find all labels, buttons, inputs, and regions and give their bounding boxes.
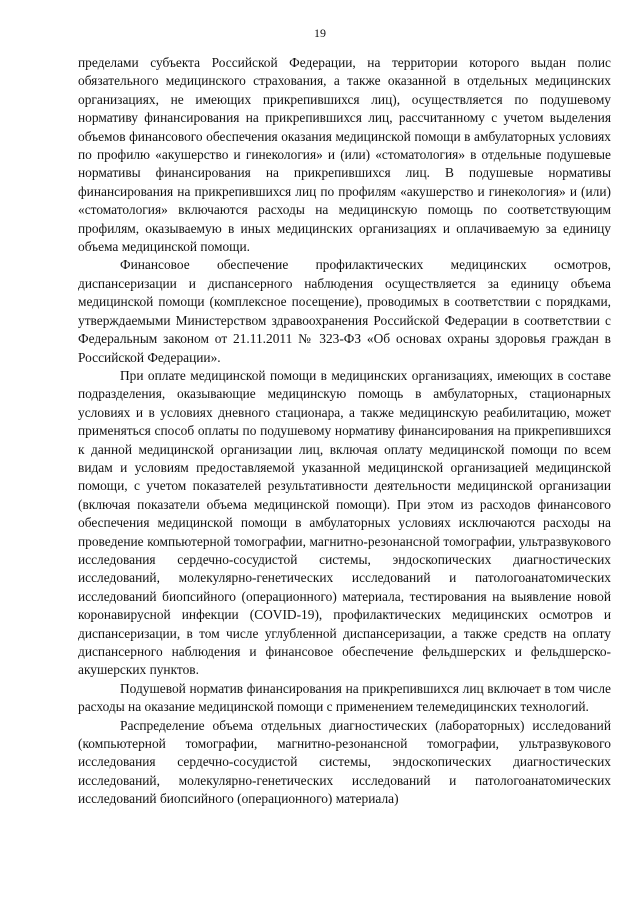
document-body (78, 54, 611, 809)
paragraph-4: Подушевой норматив финансирования на прикрепившихся лиц включает в том числе расходы на оказание медицинской помощи с применением телемедицинских технологий. (78, 680, 611, 715)
paragraph-3: При оплате медицинской помощи в медицинских организациях, имеющих в составе подразделения, оказывающие медицинскую помощь в амбулаторных, стационарных условиях и в условиях дневного стационара, а также медицинскую реабилитацию, может применяться способ оплаты по подушевому нормативу финансирования на прикрепившихся к данной медицинской организации лиц, включая оплату медицинской помощи по всем видам и условиям предоставляемой указанной медицинской организацией медицинской помощи, с учетом показателей результативности деятельности медицинской организации (включая показатели объема медицинской помощи). При этом из расходов финансового обеспечения медицинской помощи в амбулаторных условиях исключаются расходы на проведение компьютерной томографии, магнитно-резонансной томографии, ультразвукового исследования сердечно-сосудистой системы, эндоскопических диагностических исследований, молекулярно-генетических исследований и патологоанатомических исследований биопсийного (операционного) материала, тестирования на выявление новой коронавирусной инфекции (COVID-19), профилактических медицинских осмотров и диспансеризации, в том числе углубленной диспансеризации, а также средств на оплату диспансерного наблюдения и финансовое обеспечение фельдшерских и фельдшерско-акушерских пунктов. (78, 367, 611, 678)
paragraph-5: Распределение объема отдельных диагностических (лабораторных) исследований (компьютерной томографии, магнитно-резонансной томографии, ультразвукового исследования сердечно-сосудистой системы, эндоскопических диагностических исследований, молекулярно-генетических исследований и патологоанатомических исследований биопсийного (операционного) материала) (78, 717, 611, 807)
paragraph-2: Финансовое обеспечение профилактических медицинских осмотров, диспансеризации и диспансерного наблюдения осуществляется за единицу объема медицинской помощи (комплексное посещение), проводимых в соответствии с порядками, утверждаемыми Министерством здравоохранения Российской Федерации в соответствии с Федеральным законом от 21.11.2011 № 323-ФЗ «Об основах охраны здоровья граждан в Российской Федерации». (78, 257, 611, 365)
page-number: 19 (314, 26, 326, 40)
paragraph-1: пределами субъекта Российской Федерации, на территории которого выдан полис обязательного медицинского страхования, а также оказанной в отдельных медицинских организациях, не имеющих прикрепившихся лиц), осуществляется по подушевому нормативу финансирования на прикрепившихся лиц, рассчитанному с учетом выделения объемов финансового обеспечения оказания медицинской помощи в амбулаторных условиях по профилю «акушерство и гинекология» и (или) «стоматология» в отдельные подушевые нормативы финансирования на прикрепившихся лиц. В подушевые нормативы финансирования на прикрепившихся лиц по профилям «акушерство и гинекология» и (или) «стоматология» включаются расходы на медицинскую помощь по соответствующим профилям, оказываемую в иных медицинских организациях и оплачиваемую за единицу объема медицинской помощи. (78, 55, 611, 255)
